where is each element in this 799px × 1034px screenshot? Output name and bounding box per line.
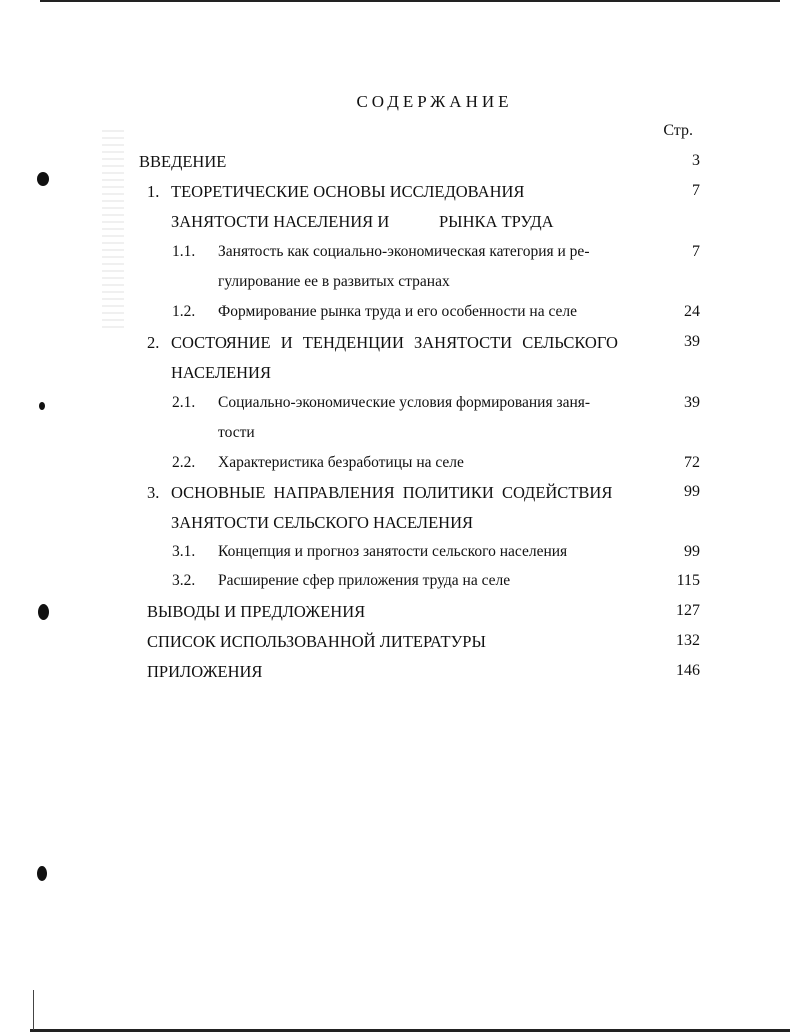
punch-hole-mark: [38, 604, 49, 620]
toc-entry-intro[interactable]: ВВЕДЕНИЕ: [139, 152, 227, 171]
toc-entry-ch1-cont-b[interactable]: РЫНКА ТРУДА: [439, 212, 554, 231]
toc-page-ch1: 7: [692, 182, 700, 199]
toc-entry-s1-1-cont[interactable]: гулирование ее в развитых странах: [218, 273, 450, 290]
toc-page-s3-1: 99: [684, 543, 700, 560]
toc-page-s2-1: 39: [684, 394, 700, 411]
toc-entry-conclusions[interactable]: ВЫВОДЫ И ПРЕДЛОЖЕНИЯ: [147, 602, 366, 621]
toc-number-ch2: 2.: [147, 333, 160, 352]
toc-entry-s1-2[interactable]: Формирование рынка труда и его особенности на селе: [218, 303, 578, 320]
toc-entry-ch1[interactable]: ТЕОРЕТИЧЕСКИЕ ОСНОВЫ ИССЛЕДОВАНИЯ: [171, 182, 525, 201]
toc-page-ch3: 99: [684, 483, 700, 500]
scan-noise: [102, 130, 124, 330]
toc-page-s1-1: 7: [692, 243, 700, 260]
toc-number-s3-2: 3.2.: [172, 572, 196, 589]
toc-entry-ch3[interactable]: ОСНОВНЫЕ НАПРАВЛЕНИЯ ПОЛИТИКИ СОДЕЙСТВИЯ: [171, 483, 613, 502]
punch-hole-mark: [39, 402, 45, 410]
toc-page-s2-2: 72: [684, 454, 700, 471]
scan-edge-left: [33, 990, 34, 1030]
punch-hole-mark: [37, 866, 47, 881]
toc-entry-s2-1-cont[interactable]: тости: [218, 424, 255, 441]
toc-entry-s1-1[interactable]: Занятость как социально-экономическая категория и ре-: [218, 243, 590, 260]
toc-number-s3-1: 3.1.: [172, 543, 196, 560]
toc-page-s3-2: 115: [676, 572, 700, 589]
toc-entry-s3-2[interactable]: Расширение сфер приложения труда на селе: [218, 572, 511, 589]
toc-number-s2-1: 2.1.: [172, 394, 196, 411]
toc-entry-s2-2[interactable]: Характеристика безработицы на селе: [218, 454, 464, 471]
toc-page-s1-2: 24: [684, 303, 700, 320]
toc-entry-appendices[interactable]: ПРИЛОЖЕНИЯ: [147, 662, 263, 681]
punch-hole-mark: [37, 172, 49, 186]
page-title: СОДЕРЖАНИЕ: [356, 92, 513, 111]
toc-page-intro: 3: [692, 152, 700, 169]
toc-number-ch3: 3.: [147, 483, 160, 502]
toc-page-conclusions: 127: [676, 602, 700, 619]
toc-number-s1-1: 1.1.: [172, 243, 196, 260]
scan-edge-top: [40, 0, 780, 2]
toc-page-ch2: 39: [684, 333, 700, 350]
toc-entry-ch3-cont[interactable]: ЗАНЯТОСТИ СЕЛЬСКОГО НАСЕЛЕНИЯ: [171, 513, 473, 532]
toc-page-bibliography: 132: [676, 632, 700, 649]
toc-entry-ch1-cont[interactable]: ЗАНЯТОСТИ НАСЕЛЕНИЯ И: [171, 212, 390, 231]
toc-entry-ch2[interactable]: СОСТОЯНИЕ И ТЕНДЕНЦИИ ЗАНЯТОСТИ СЕЛЬСКОГО: [171, 333, 618, 352]
toc-entry-s3-1[interactable]: Концепция и прогноз занятости сельского населения: [218, 543, 568, 560]
toc-number-ch1: 1.: [147, 182, 160, 201]
scan-edge-bottom: [30, 1029, 790, 1032]
toc-entry-ch2-cont[interactable]: НАСЕЛЕНИЯ: [171, 363, 271, 382]
toc-entry-bibliography[interactable]: СПИСОК ИСПОЛЬЗОВАННОЙ ЛИТЕРАТУРЫ: [147, 632, 486, 651]
toc-page-appendices: 146: [676, 662, 700, 679]
page-column-label: Стр.: [663, 122, 693, 139]
toc-number-s2-2: 2.2.: [172, 454, 196, 471]
toc-entry-s2-1[interactable]: Социально-экономические условия формирования заня-: [218, 394, 591, 411]
toc-number-s1-2: 1.2.: [172, 303, 196, 320]
